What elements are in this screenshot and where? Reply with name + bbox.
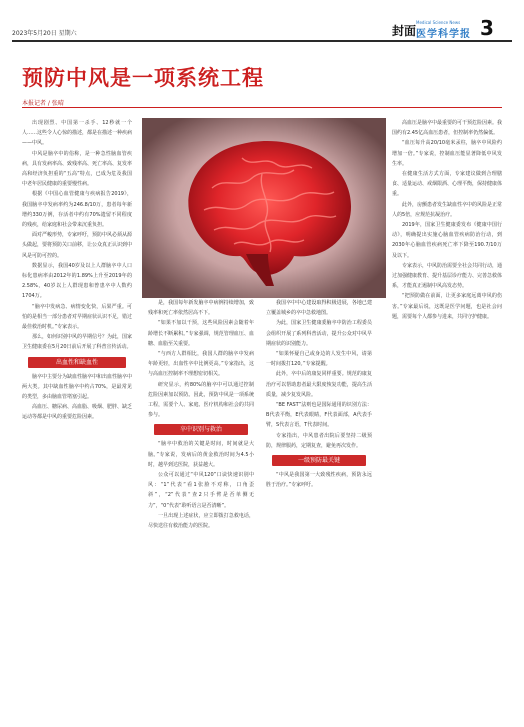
paragraph: 根据《中国心血管健康与疾病报告2019》，我国脑卒中发病率约为246.8/10万，患者每年新增约330万例，存活者中约有70%遗留不同程度的残疾，给家庭和社会带来沉重负担。: [22, 191, 132, 229]
paragraph: 那么，如何识别中风的早期信号？为此，国家卫生健康委在5月20日前后开展了科普宣传活动。: [22, 334, 132, 351]
paragraph: 数据显示，我国40岁及以上人群脑卒中人口标化患病率由2012年的1.89%上升至2019年的2.58%，40岁以上人群现患和曾患卒中人数约1704万。: [22, 262, 132, 300]
paragraph: 出现剧烈、中国第一杀手、12秒就一个人……这些令人心惊的描述，都是在描述一种疾病——中风。: [22, 120, 132, 147]
article-column-1: [22, 118, 132, 718]
paragraph: 高血压是脑卒中最重要的可干预危险因素。我国约有2.45亿高血压患者，但控制率仍然偏低。: [392, 120, 502, 137]
paragraph: “把预防做在前面，让更多家庭远离中风的伤害。”专家最后说，这既是医学问题，也是社会问题，需要每个人都参与进来，共同守护健康。: [392, 293, 502, 320]
paragraph: 公众可以通过“中风120”口诀快速识别中风：“1”代表“看1张脸不对称，口角歪斜”，“2”代表“查2只手臂是否单侧无力”，“0”代表“聆听语言是否清晰”。: [148, 472, 254, 509]
byline: 本报记者 / 张晴: [22, 100, 64, 107]
paragraph: “与西方人群相比，我国人群的脑卒中发病年龄更轻，出血性卒中比例更高。”专家指出，这与高血压控制率不理想密切相关。: [148, 351, 254, 378]
article-column-3: [266, 298, 372, 718]
article-column-4: [392, 118, 502, 718]
logo-chinese: 医学科学报: [416, 29, 471, 40]
paragraph: “脑卒中救治的关键是时间，时间就是大脑。”专家说，发病后的黄金救治时间为4.5小时，越早到达医院，获益越大。: [148, 441, 254, 468]
paragraph: “脑卒中发病急、病情变化快，后果严重。可怕的是相当一部分患者对早期症状认识不足，错过最佳救治时机。”专家表示。: [22, 303, 132, 331]
paragraph: “BE FAST”法则也是国际通用的识别方法：B代表平衡，E代表眼睛，F代表面部，A代表手臂，S代表言语，T代表时间。: [266, 402, 372, 429]
subheading: 一级预防最关键: [272, 455, 366, 466]
paragraph: 研究显示，约80%的脑卒中可以通过控制危险因素加以预防。因此，预防中风是一项系统工程，需要个人、家庭、医疗机构和社会的共同参与。: [148, 381, 254, 419]
header-divider: [12, 40, 512, 42]
paragraph: “血压每升高20/10毫米汞柱，脑卒中风险约增加一倍。”专家说，控制血压能显著降低中风发生率。: [392, 140, 502, 167]
title-divider: [22, 107, 502, 108]
paragraph: 面对严峻形势，专家呼吁，预防中风必须从源头做起，要将预防关口前移，让公众真正认识到中风是可防可控的。: [22, 232, 132, 259]
subheading: 出血性和缺血性: [28, 357, 126, 368]
paragraph: “如果不加以干预，这些风险因素会随着年龄增长不断累积。”专家强调，规范管理血压、血糖、血脂至关重要。: [148, 320, 254, 347]
article-title: 预防中风是一项系统工程: [22, 66, 264, 90]
paragraph: “如果怀疑自己或身边的人发生中风，请第一时间拨打120。”专家提醒。: [266, 351, 372, 368]
paragraph: 中风是脑卒中的俗称，是一种急性脑血管疾病，具有发病率高、致残率高、死亡率高、复发率高和经济负担重的“五高”特点，已成为危及我国中老年居民健康的重要慢性病。: [22, 150, 132, 188]
paragraph: 专家表示，中风防治需要全社会共同行动，通过加强健康教育、提升基层诊疗能力、完善急救体系，才能真正遏制中风高发态势。: [392, 262, 502, 290]
paragraph: 是，我国每年新发脑卒中病例持续增加，致残率和死亡率依然居高不下。: [148, 300, 254, 317]
section-label: 封面: [392, 24, 417, 38]
paragraph: “中风是我国第一大致残性疾病，预防永远胜于治疗。”专家呼吁。: [266, 472, 372, 489]
paragraph: 我国卒中中心建设取得积极进展，各地已建立覆盖城乡的卒中急救地图。: [266, 300, 372, 317]
subheading: 卒中识别与救治: [154, 424, 248, 435]
paragraph: 2019年，国家卫生健康委发布《健康中国行动》，明确提出实施心脑血管疾病防治行动，到2030年心脑血管疾病死亡率下降至190.7/10万及以下。: [392, 222, 502, 259]
paragraph: 为此，国家卫生健康委脑卒中防治工程委员会组织开展了系列科普活动，提升公众对中风早期症状的识别能力。: [266, 320, 372, 347]
paragraph: 专家指出，中风患者出院后要坚持二级预防，规律服药，定期复查，避免再次发作。: [266, 432, 372, 449]
article-column-2: [148, 298, 254, 718]
logo-english: Medical Science News: [416, 20, 461, 25]
page-number: 3: [480, 16, 494, 40]
page-header: [0, 0, 524, 46]
paragraph: 脑卒中主要分为缺血性脑卒中和出血性脑卒中两大类。其中缺血性脑卒中约占70%，是最常见的类型，多由脑血管堵塞引起。: [22, 373, 132, 401]
brain-illustration-icon: [142, 118, 386, 298]
newspaper-logo: [416, 20, 474, 38]
paragraph: 高血压、糖尿病、高血脂、吸烟、肥胖、缺乏运动等都是中风的重要危险因素。: [22, 404, 132, 421]
paragraph: 一旦出现上述症状，应立即拨打急救电话，尽快送往有救治能力的医院。: [148, 512, 254, 530]
paragraph: 此外，房颤患者发生缺血性卒中的风险是正常人的5倍，应规范抗凝治疗。: [392, 201, 502, 218]
paragraph: 此外，卒中后的康复同样重要。规范的康复治疗可以帮助患者最大限度恢复功能，提高生活质量，减少复发风险。: [266, 371, 372, 398]
paragraph: 在健康生活方式方面，专家建议做到合理膳食、适量运动、戒烟限酒、心理平衡，保持健康体重。: [392, 171, 502, 198]
issue-date: 2023年5月20日 星期六: [12, 30, 77, 37]
